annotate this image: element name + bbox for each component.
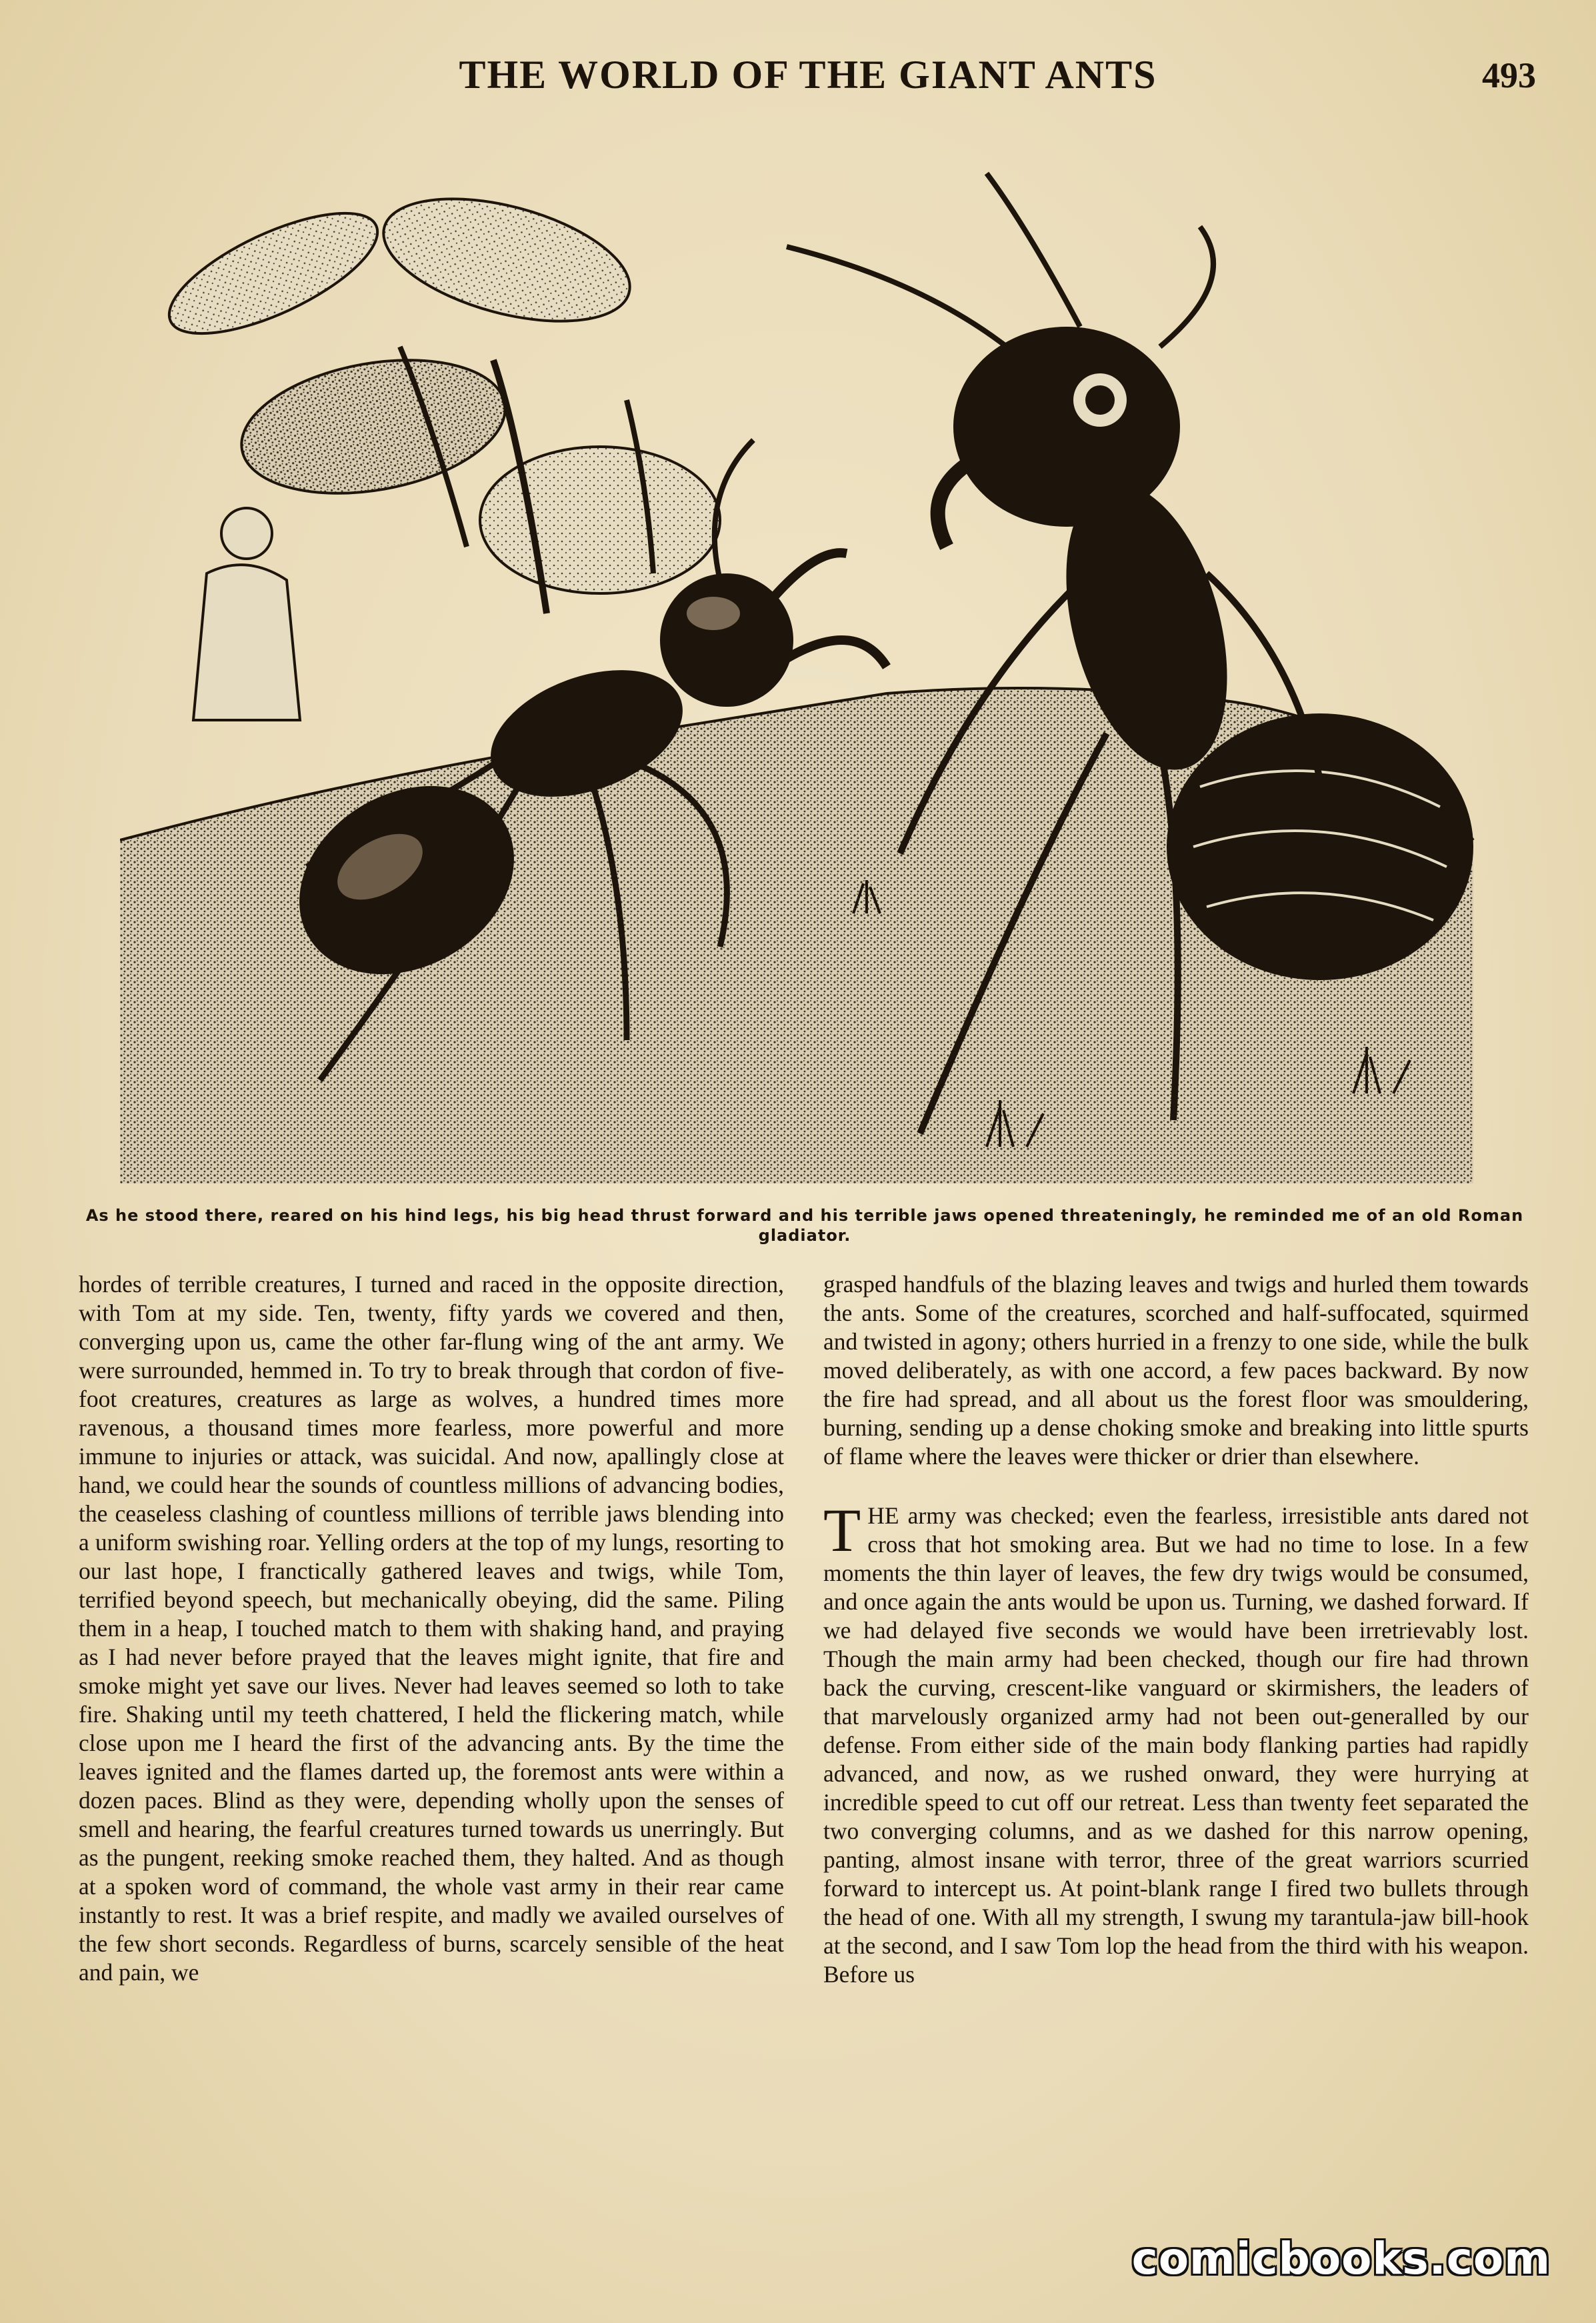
illustration-caption: As he stood there, reared on his hind legs, his big head thrust forward and his terrible jaws opened threateningly, he reminded me of an old Roman gladiator. bbox=[85, 1206, 1524, 1245]
right-column-paragraph-2 bbox=[823, 1496, 1529, 1989]
man-figure bbox=[193, 508, 300, 720]
watermark-logo: comicbooks.com bbox=[1131, 2233, 1551, 2284]
running-title: THE WORLD OF THE GIANT ANTS bbox=[459, 53, 1157, 97]
page-header bbox=[80, 52, 1536, 112]
page-number: 493 bbox=[1482, 55, 1536, 95]
giant-ants-illustration bbox=[120, 147, 1487, 1184]
right-column-paragraph-1: grasped handfuls of the blazing leaves and twigs and hurled them towards the ants. Some of the creatures, scorched and half-suffocated, squirmed and twisted in agony; others hurried in a frenzy to one side, while the bulk moved deliberately, as with one accord, a few paces backward. By now the fire had spread, and all about us the forest floor was smouldering, burning, sending up a dense choking smoke and breaking into little spurts of flame where the leaves were thicker or drier than elsewhere. bbox=[823, 1271, 1529, 1470]
left-column bbox=[79, 1270, 784, 1987]
right-column-paragraph-2-text: HE army was checked; even the fearless, irresistible ants dared not cross that hot smoking area. But we had no time to lose. In a few moments the thin layer of leaves, the few dry twigs would be consumed, and once again the ants would be upon us. Turning, we dashed forward. If we had delayed five seconds we would have been irretrievably lost. Though the main army had been checked, though our fire had thrown back the curving, crescent-like vanguard or skirmishers, the leaders of that marvelously organized army had not been out-generalled by our defense. From either side of the main body flanking parties had rapidly advanced, and now, as we rushed onward, they were hurrying at incredible speed to cut off our retreat. Less than twenty feet separated the two converging columns, and as we dashed for this narrow opening, panting, almost insane with terror, three of the great warriors scurried forward to intercept us. At point-blank range I fired two bullets through the head of one. With all my strength, I swung my tarantula-jaw bill-hook at the second, and I saw Tom lop the head from the third with his weapon. Before us bbox=[823, 1502, 1529, 1988]
right-column bbox=[823, 1270, 1529, 1989]
left-column-paragraph: hordes of terrible creatures, I turned and raced in the opposite direction, with Tom at my side. Ten, twenty, fifty yards we covered and then, converging upon us, came the other far-flung wing of the ant army. We were surrounded, hemmed in. To try to break through that cordon of five-foot creatures, creatures as large as wolves, a hundred times more ravenous, a thousand times more fearless, more powerful and more immune to injuries or attack, was suicidal. And now, apallingly close at hand, we could hear the sounds of countless millions of advancing bodies, the ceaseless clashing of countless millions of terrible jaws blending into a uniform swishing roar. Yelling orders at the top of my lungs, resorting to our last hope, I franctically gathered leaves and twigs, while Tom, terrified beyond speech, but mechanically obeying, did the same. Piling them in a heap, I touched match to them with shaking hand, and praying as I had never before prayed that the leaves might ignite, that fire and smoke might yet save our lives. Never had leaves seemed so loth to take fire. Shaking until my teeth chattered, I held the flickering match, while close upon me I heard the first of the advancing ants. By the time the leaves ignited and the flames darted up, the foremost ants were within a dozen paces. Blind as they were, depending wholly upon the senses of smell and hearing, the fearful creatures turned towards us unerringly. But as the pungent, reeking smoke reached them, they halted. And as though at a spoken word of command, the whole vast army in their rear came instantly to rest. It was a brief respite, and madly we availed ourselves of the few short seconds. Regardless of burns, scarcely sensible of the heat and pain, we bbox=[79, 1271, 784, 1986]
drop-cap: T bbox=[823, 1496, 861, 1564]
